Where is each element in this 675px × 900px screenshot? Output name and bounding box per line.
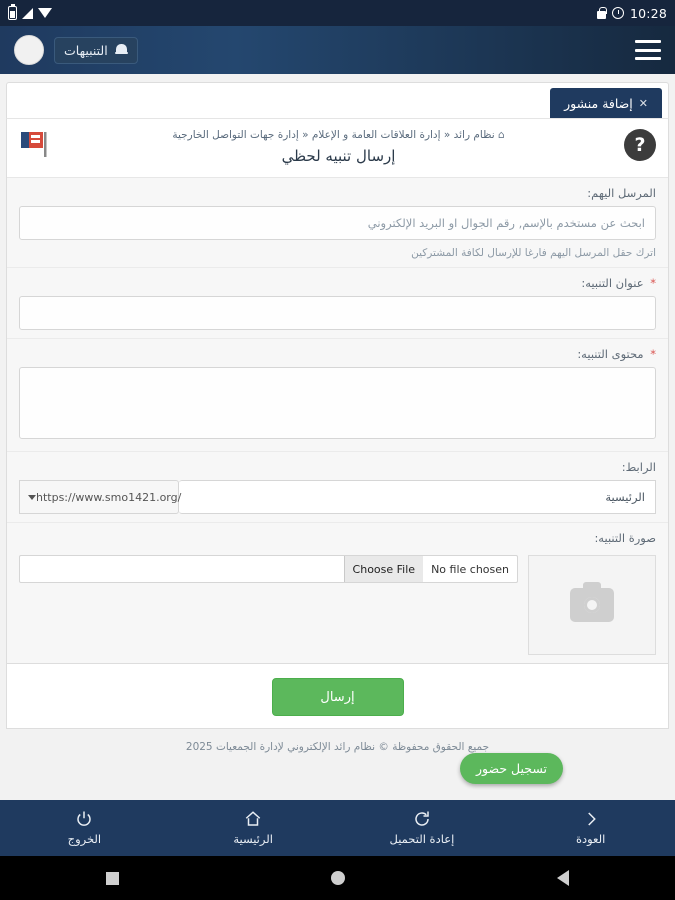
recipients-hint: اترك حقل المرسل اليهم فارغا للإرسال لكافة المشتركين — [411, 247, 656, 259]
home-icon: ⌂ — [494, 129, 505, 141]
row-content — [7, 339, 668, 452]
breadcrumb — [63, 129, 614, 141]
content-card — [6, 118, 669, 664]
tab-strip — [6, 82, 669, 118]
flag-icon — [19, 129, 53, 159]
back-icon[interactable] — [557, 870, 569, 886]
breadcrumb-zone — [7, 119, 668, 177]
bottom-nav-item-back[interactable] — [506, 810, 675, 846]
alarm-icon — [612, 7, 624, 19]
status-clock: 10:28 — [629, 5, 667, 21]
notification-form — [7, 177, 668, 663]
chevron-right-icon — [582, 810, 600, 828]
attendance-fab[interactable]: تسجيل حضور — [460, 753, 563, 784]
bottom-nav-item-home[interactable] — [169, 810, 338, 846]
page-title: إرسال تنبيه لحظي — [281, 147, 396, 165]
avatar[interactable] — [14, 35, 44, 65]
link-value[interactable]: الرئيسية — [179, 480, 656, 514]
chevron-down-icon — [28, 495, 36, 500]
breadcrumb-text: نظام رائد « إدارة العلاقات العامة و الإعلام « إدارة جهات التواصل الخارجية — [172, 129, 495, 141]
tab-close-icon[interactable]: ✕ — [638, 96, 648, 110]
status-bar-right — [8, 6, 52, 20]
battery-icon — [8, 6, 17, 20]
file-area — [19, 551, 656, 655]
question-mark-icon[interactable]: ? — [624, 129, 656, 161]
submit-button[interactable]: إرسال — [272, 678, 404, 716]
hamburger-icon[interactable] — [635, 40, 661, 60]
power-icon — [75, 810, 93, 828]
camera-icon — [570, 588, 614, 622]
title-required-mark: * — [650, 276, 656, 290]
row-title — [7, 268, 668, 339]
lock-icon — [597, 11, 606, 19]
no-file-chosen-label: No file chosen — [431, 562, 509, 576]
bottom-nav-label-home: الرئيسية — [233, 832, 273, 846]
content-required-mark: * — [650, 347, 656, 361]
link-row — [19, 480, 656, 514]
bottom-nav-label-reload: إعادة التحميل — [389, 832, 455, 846]
title-label — [19, 276, 656, 290]
system-nav-bar — [0, 856, 675, 900]
file-input[interactable] — [19, 555, 518, 583]
flag-svg — [19, 129, 53, 159]
app-header — [0, 26, 675, 74]
home-icon-system[interactable] — [331, 871, 345, 885]
image-label: صورة التنبيه: — [594, 531, 656, 545]
title-label-text: عنوان التنبيه: — [581, 276, 644, 290]
bottom-nav-item-reload[interactable] — [338, 810, 507, 846]
submit-zone — [6, 664, 669, 729]
status-bar — [0, 0, 675, 26]
signal-icon — [22, 8, 33, 19]
app-header-actions — [14, 35, 138, 65]
tab-add-post[interactable] — [550, 88, 662, 118]
choose-file-button[interactable]: Choose File — [344, 556, 424, 582]
bottom-nav-label-exit: الخروج — [67, 832, 102, 846]
row-link — [7, 452, 668, 523]
link-prefix-text: https://www.smo1421.org/ — [36, 490, 182, 504]
row-image — [7, 523, 668, 663]
row-recipients — [7, 178, 668, 268]
bottom-nav — [0, 800, 675, 856]
content-label-text: محتوى التنبيه: — [577, 347, 644, 361]
recipients-input[interactable] — [19, 206, 656, 240]
title-input[interactable] — [19, 296, 656, 330]
bottom-nav-item-exit[interactable] — [0, 810, 169, 846]
status-bar-left — [597, 6, 667, 21]
wifi-icon — [38, 8, 52, 18]
recipients-label: المرسل اليهم: — [587, 186, 656, 200]
notifications-label: التنبيهات — [64, 42, 108, 58]
bottom-nav-label-back: العودة — [575, 832, 606, 846]
refresh-icon — [413, 810, 431, 828]
content-label — [19, 347, 656, 361]
footer-note: جميع الحقوق محفوظة © نظام رائد الإلكتروني لإدارة الجمعيات 2025 — [185, 741, 490, 753]
recents-icon[interactable] — [106, 872, 119, 885]
link-label: الرابط: — [621, 460, 656, 474]
bell-icon — [115, 43, 128, 57]
link-prefix-select[interactable] — [19, 480, 182, 514]
breadcrumb-wrap — [63, 129, 614, 165]
home-icon — [244, 810, 262, 828]
content-textarea[interactable] — [19, 367, 656, 439]
notifications-button[interactable] — [54, 37, 138, 64]
tab-label: إضافة منشور — [564, 95, 633, 111]
image-preview[interactable] — [528, 555, 656, 655]
page-body — [0, 74, 675, 800]
